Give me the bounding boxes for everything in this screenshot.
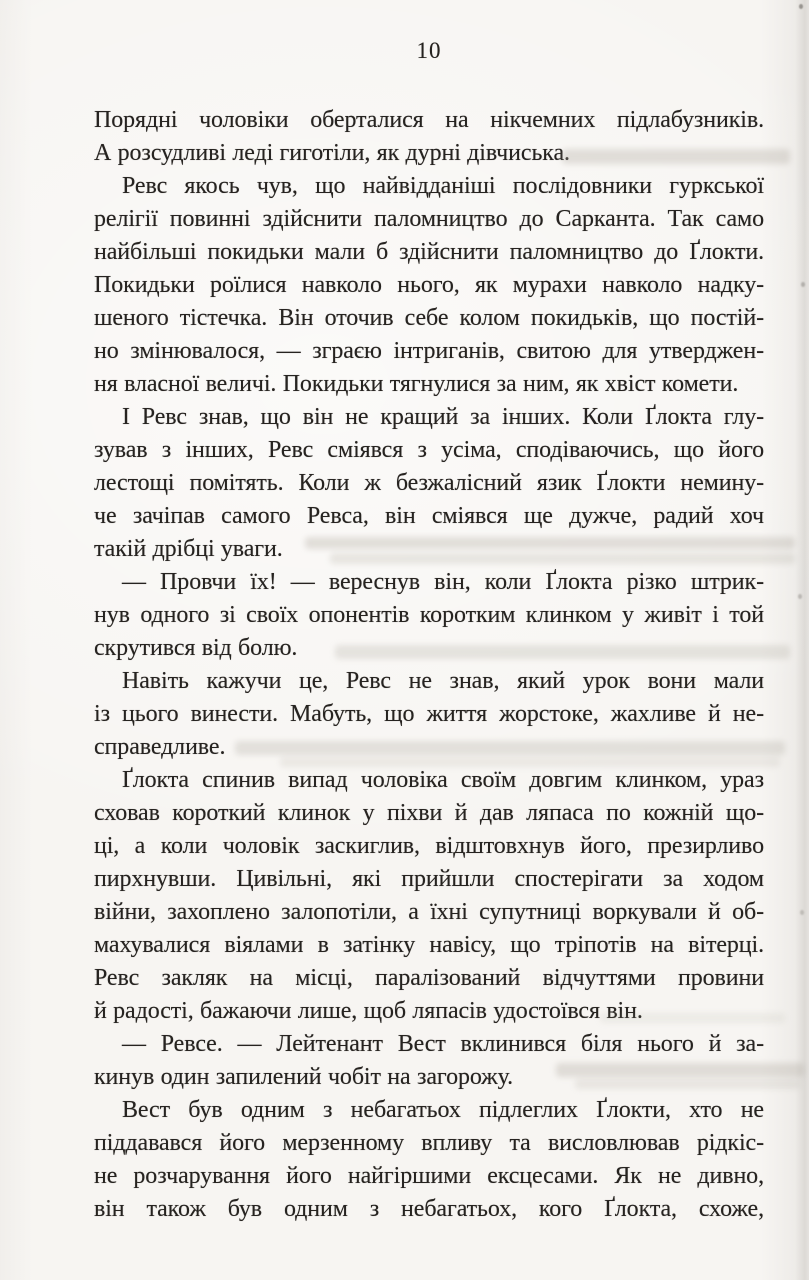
text-line: справедливе.	[94, 734, 226, 760]
text-line: Ревс закляк на місці, паралізований відчуттями провини	[94, 965, 764, 991]
text-line: й радості, бажаючи лише, щоб ляпасів удостоївся він.	[94, 998, 643, 1024]
text-line: скрутився від болю.	[94, 635, 298, 661]
text-line: сховав короткий клинок у піхви й дав ляпаса по кожній що-	[94, 800, 764, 826]
text-line: він також був одним з небагатьох, кого Ґлокта, схоже,	[94, 1196, 764, 1222]
text-line: І Ревс знав, що він не кращий за інших. Коли Ґлокта глу-	[122, 404, 764, 430]
scan-edge-speck	[799, 4, 803, 9]
page-number: 10	[416, 38, 442, 63]
text-line: ці, а коли чоловік заскиглив, відштовхнув його, презирливо	[94, 833, 764, 859]
text-line: піддавався його мерзенному впливу та висловлював рідкіс-	[94, 1130, 764, 1156]
text-line: лестощі помітять. Коли ж безжалісний язик Ґлокти немину-	[94, 470, 764, 496]
text-line: не розчарування його найгіршими ексцесами. Як не дивно,	[94, 1163, 764, 1189]
text-line: — Ревсе. — Лейтенант Вест вклинився біля нього й за-	[122, 1031, 764, 1057]
text-line: пирхнувши. Цивільні, які прийшли спостерігати за ходом	[94, 866, 764, 892]
text-line: війни, захоплено залопотіли, а їхні супутниці воркували й об-	[94, 899, 764, 925]
text-line: махувалися віялами в затінку навісу, що тріпотів на вітерці.	[94, 932, 764, 958]
text-line: Покидьки роїлися навколо нього, як мурахи навколо надку-	[94, 272, 764, 298]
text-line: такій дрібці уваги.	[94, 536, 283, 562]
text-line: Навіть кажучи це, Ревс не знав, який урок вони мали	[122, 668, 764, 694]
text-line: найбільші покидьки мали б здійснити паломництво до Ґлокти.	[94, 239, 764, 265]
text-line: Порядні чоловіки оберталися на нікчемних підлабузників.	[94, 107, 764, 133]
text-line: релігії повинні здійснити паломництво до Сарканта. Так само	[94, 206, 764, 232]
text-line: Ревс якось чув, що найвідданіші послідовники гуркської	[122, 173, 764, 199]
text-line: зував з інших, Ревс сміявся з усіма, сподіваючись, що його	[94, 437, 764, 463]
text-line: шеного тістечка. Він оточив себе колом покидьків, що постій-	[94, 305, 764, 331]
text-line: но змінювалося, — зграєю інтриганів, свитою для утверджен-	[94, 338, 764, 364]
page-text	[94, 104, 764, 1226]
text-line: нув одного зі своїх опонентів коротким клинком у живіт і той	[94, 602, 764, 628]
text-line: кинув один запилений чобіт на загорожу.	[94, 1064, 514, 1090]
text-line: Ґлокта спинив випад чоловіка своїм довгим клинком, ураз	[122, 767, 764, 793]
text-line: че зачіпав самого Ревса, він сміявся ще дужче, радий хоч	[94, 503, 764, 529]
text-line: із цього винести. Мабуть, що життя жорстоке, жахливе й не-	[94, 701, 764, 727]
text-line: Вест був одним з небагатьох підлеглих Ґлокти, хто не	[122, 1097, 764, 1123]
text-line: ня власної величі. Покидьки тягнулися за ним, як хвіст комети.	[94, 371, 739, 397]
text-line: — Провчи їх! — вереснув він, коли Ґлокта різко штрик-	[122, 569, 764, 595]
scan-edge-shadow	[795, 0, 809, 1280]
text-line: А розсудливі леді гиготіли, як дурні дівчиська.	[94, 140, 570, 166]
